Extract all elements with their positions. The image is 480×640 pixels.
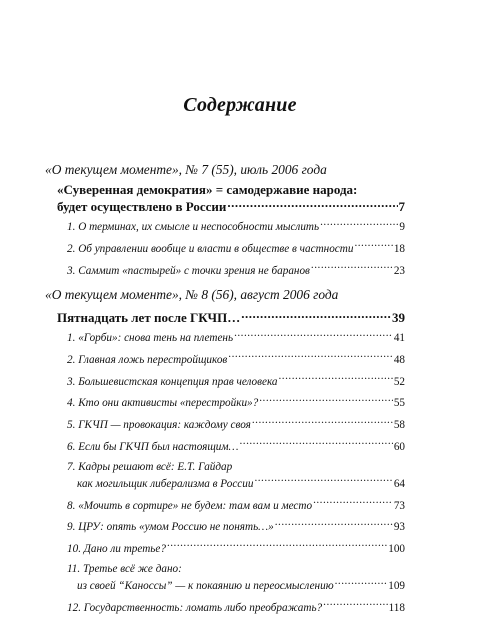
item-title: 8. «Мочить в сортире» не будем: там вам и место: [67, 499, 313, 512]
toc-items: [67, 219, 405, 279]
page-number: 100: [388, 542, 405, 555]
page-number: 64: [393, 477, 405, 490]
lead-title-line: «Суверенная демократия» = самодержавие народа:: [57, 182, 358, 197]
dot-leader: [320, 219, 398, 230]
dot-leader: [335, 578, 388, 589]
item-title: как могильщик либерализма в России: [77, 477, 254, 490]
dot-leader: [241, 309, 391, 322]
toc-item[interactable]: [67, 330, 405, 347]
page-number: 52: [393, 375, 405, 388]
item-title: 2. Главная ложь перестройщиков: [67, 353, 228, 366]
item-title: 7. Кадры решают всё: Е.Т. Гайдар: [67, 461, 233, 474]
dot-leader: [234, 330, 393, 341]
lead-row: [57, 309, 405, 326]
toc-item[interactable]: [67, 460, 405, 492]
page-title: Содержание: [183, 94, 297, 116]
toc-item[interactable]: [67, 417, 405, 434]
page-number: 73: [393, 499, 405, 512]
toc-item[interactable]: [67, 541, 405, 558]
item-title: 10. Дано ли третье?: [67, 542, 166, 555]
toc-item[interactable]: [67, 439, 405, 456]
page-number: 58: [393, 419, 405, 431]
page-number: 39: [392, 310, 405, 326]
page-number: 60: [393, 440, 405, 453]
section-heading: «О текущем моменте», № 7 (55), июль 2006 года: [45, 162, 327, 177]
toc-item[interactable]: [67, 262, 405, 279]
toc-item[interactable]: [67, 395, 405, 412]
dot-leader: [279, 373, 393, 384]
toc-section-2: [45, 287, 405, 616]
page-number: 48: [393, 353, 405, 366]
page-number: 41: [393, 332, 405, 345]
item-continuation: [77, 578, 405, 595]
item-title: 11. Третье всё же дано:: [67, 563, 182, 576]
item-title: 1. «Горби»: снова тень на плетень: [67, 332, 234, 345]
item-title: 3. Саммит «пастырей» с точки зрения не баранов: [67, 264, 310, 277]
dot-leader: [311, 262, 393, 273]
item-title: 2. Об управлении вообще и власти в обществе в частности: [67, 242, 354, 255]
item-continuation: [77, 476, 405, 493]
toc-item[interactable]: [67, 373, 405, 390]
toc-item[interactable]: [67, 519, 405, 536]
dot-leader: [239, 439, 392, 450]
table-of-contents: [45, 162, 405, 616]
page-number: 7: [398, 199, 405, 214]
toc-item[interactable]: [67, 241, 405, 258]
item-title: 4. Кто они активисты «перестройки»?: [67, 397, 259, 410]
item-title: 9. ЦРУ: опять «умом Россию не понять…»: [67, 521, 274, 534]
dot-leader: [354, 241, 392, 252]
toc-item[interactable]: [67, 600, 405, 617]
lead-article[interactable]: [57, 182, 405, 215]
dot-leader: [228, 352, 393, 363]
page-number: 55: [393, 397, 405, 410]
lead-row: [57, 198, 405, 215]
lead-title-line: Пятнадцать лет после ГКЧП…: [57, 310, 241, 326]
dot-leader: [313, 497, 393, 508]
dot-leader: [323, 600, 387, 611]
lead-title-line: будет осуществлено в России: [57, 199, 227, 214]
toc-item[interactable]: [67, 219, 405, 236]
dot-leader: [275, 519, 393, 530]
page-number: 23: [393, 264, 405, 277]
dot-leader: [254, 476, 392, 487]
dot-leader: [259, 395, 393, 406]
toc-item[interactable]: [67, 497, 405, 514]
toc-item[interactable]: [67, 562, 405, 594]
page-number: 118: [388, 601, 405, 614]
lead-article[interactable]: [57, 309, 405, 326]
toc-item[interactable]: [67, 352, 405, 369]
toc-section-1: [45, 162, 405, 279]
dot-leader: [167, 541, 387, 552]
dot-leader: [227, 198, 397, 211]
dot-leader: [252, 417, 393, 428]
section-heading: «О текущем моменте», № 8 (56), август 2006 года: [45, 287, 339, 303]
page-number: 109: [388, 580, 405, 593]
item-title: 1. О терминах, их смысле и неспособности мыслить: [67, 221, 320, 234]
page-number: 93: [393, 521, 405, 534]
page-number: 18: [393, 242, 405, 255]
item-title: 3. Большевистская концепция прав человека: [67, 375, 278, 388]
item-title: 6. Если бы ГКЧП был настоящим…: [67, 440, 239, 453]
page-number: 9: [399, 221, 405, 234]
item-title: 5. ГКЧП — провокация: каждому своя: [67, 419, 251, 431]
item-title: 12. Государственность: ломать либо преображать?: [67, 601, 323, 614]
item-title: из своей “Каноссы” — к покаянию и переосмыслению: [77, 580, 334, 593]
toc-items: [67, 330, 405, 616]
